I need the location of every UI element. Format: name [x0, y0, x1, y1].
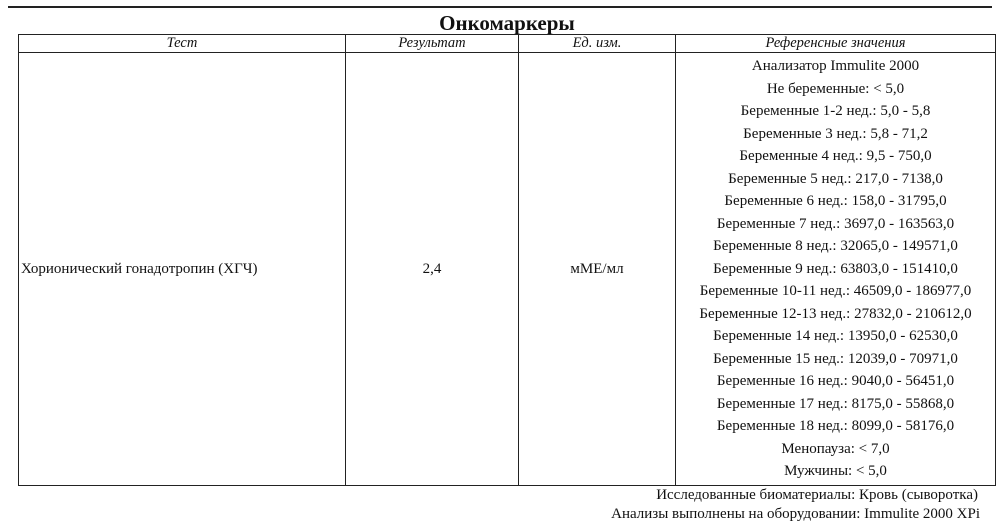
- reference-line: Беременные 6 нед.: 158,0 - 31795,0: [724, 193, 947, 210]
- reference-line: Беременные 14 нед.: 13950,0 - 62530,0: [713, 328, 958, 345]
- reference-line: Беременные 4 нед.: 9,5 - 750,0: [739, 148, 932, 165]
- reference-line: Беременные 3 нед.: 5,8 - 71,2: [743, 125, 928, 142]
- test-unit: мМЕ/мл: [519, 53, 676, 486]
- reference-line: Беременные 9 нед.: 63803,0 - 151410,0: [713, 260, 958, 277]
- reference-line: Беременные 8 нед.: 32065,0 - 149571,0: [713, 238, 958, 255]
- top-divider: [8, 6, 992, 8]
- reference-line: Беременные 16 нед.: 9040,0 - 56451,0: [716, 373, 955, 390]
- table-header: [19, 35, 996, 53]
- reference-values: [676, 53, 996, 486]
- reference-line: Беременные 17 нед.: 8175,0 - 55868,0: [716, 395, 955, 412]
- reference-line: Беременные 10-11 нед.: 46509,0 - 186977,0: [699, 283, 972, 300]
- reference-line: Беременные 7 нед.: 3697,0 - 163563,0: [716, 215, 955, 232]
- reference-line: Не беременные: < 5,0: [766, 80, 905, 97]
- reference-line: Беременные 18 нед.: 8099,0 - 58176,0: [716, 418, 955, 435]
- reference-line: Менопауза: < 7,0: [781, 440, 890, 457]
- results-table: [18, 34, 996, 486]
- test-result: 2,4: [346, 53, 519, 486]
- reference-line: Беременные 1-2 нед.: 5,0 - 5,8: [740, 103, 931, 120]
- biomaterial-note: Исследованные биоматериалы: Кровь (сыворотка): [656, 487, 978, 503]
- reference-line: Беременные 15 нед.: 12039,0 - 70971,0: [713, 350, 958, 367]
- table-row: [19, 53, 996, 486]
- col-test: Тест: [19, 35, 346, 53]
- col-unit: Ед. изм.: [519, 35, 676, 53]
- col-reference: Референсные значения: [676, 35, 996, 53]
- reference-line: Беременные 12-13 нед.: 27832,0 - 210612,0: [699, 305, 972, 322]
- equipment-note: Анализы выполнены на оборудовании: Immulite 2000 XPi: [611, 506, 980, 522]
- reference-line: Анализатор Immulite 2000: [751, 58, 920, 75]
- section-title: Онкомаркеры: [439, 11, 575, 35]
- test-name: Хорионический гонадотропин (ХГЧ): [19, 53, 346, 486]
- reference-line: Мужчины: < 5,0: [784, 463, 887, 480]
- reference-line: Беременные 5 нед.: 217,0 - 7138,0: [728, 170, 943, 187]
- col-result: Результат: [346, 35, 519, 53]
